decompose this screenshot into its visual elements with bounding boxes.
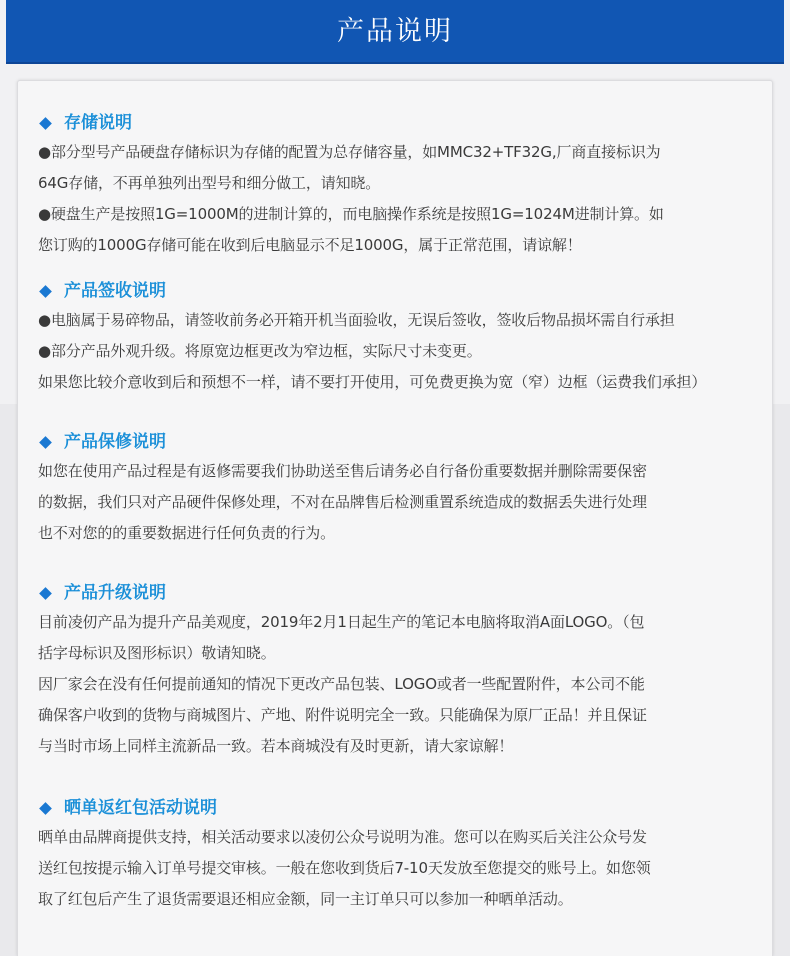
section-line: 64G存储，不再单独列出型号和细分做工，请知晓。 (38, 174, 381, 192)
section-title-text: 产品升级说明 (64, 583, 166, 603)
section-rebate (38, 794, 758, 915)
section-line: 晒单由品牌商提供支持，相关活动要求以凌仞公众号说明为准。您可以在购买后关注公众号发 (38, 828, 647, 846)
section-line: 确保客户收到的货物与商城图片、产地、附件说明完全一致。只能确保为原厂正品！并且保证 (38, 706, 647, 724)
section-line: 取了红包后产生了退货需要退还相应金额，同一主订单只可以参加一种晒单活动。 (38, 890, 573, 908)
page-title: 产品说明 (337, 16, 453, 47)
content-card (17, 80, 773, 956)
section-title (38, 109, 758, 137)
section-title-text: 存储说明 (64, 113, 132, 133)
section-title-text: 产品签收说明 (64, 281, 166, 301)
section-warranty (38, 428, 758, 549)
section-title (38, 794, 758, 822)
section-line: ●部分型号产品硬盘存储标识为存储的配置为总存储容量，如MMC32+TF32G,厂商直接标识为 (38, 143, 661, 161)
section-upgrade (38, 579, 758, 762)
section-line: ●硬盘生产是按照1G=1000M的进制计算的，而电脑操作系统是按照1G=1024M进制计算。如 (38, 205, 664, 223)
diamond-bullet-icon (39, 587, 52, 600)
section-title (38, 579, 758, 607)
section-title-text: 晒单返红包活动说明 (64, 798, 217, 818)
diamond-bullet-icon (39, 436, 52, 449)
diamond-bullet-icon (39, 117, 52, 130)
section-line: 因厂家会在没有任何提前通知的情况下更改产品包装、LOGO或者一些配置附件，本公司不能 (38, 675, 645, 693)
section-title (38, 428, 758, 456)
section-title (38, 277, 758, 305)
section-line: 您订购的1000G存储可能在收到后电脑显示不足1000G，属于正常范围，请谅解！ (38, 236, 582, 254)
section-line: 的数据，我们只对产品硬件保修处理，不对在品牌售后检测重置系统造成的数据丢失进行处理 (38, 493, 647, 511)
section-storage (38, 109, 758, 261)
page-header (6, 0, 784, 64)
section-line: ●部分产品外观升级。将原宽边框更改为窄边框，实际尺寸未变更。 (38, 342, 482, 360)
section-line: 与当时市场上同样主流新品一致。若本商城没有及时更新，请大家谅解！ (38, 737, 514, 755)
section-line: 送红包按提示输入订单号提交审核。一般在您收到货后7-10天发放至您提交的账号上。如您领 (38, 859, 651, 877)
section-line: 如果您比较介意收到后和预想不一样，请不要打开使用，可免费更换为宽（窄）边框（运费我们承担） (38, 373, 707, 391)
diamond-bullet-icon (39, 802, 52, 815)
section-title-text: 产品保修说明 (64, 432, 166, 452)
section-receipt (38, 277, 758, 398)
section-line: 如您在使用产品过程是有返修需要我们协助送至售后请务必自行备份重要数据并删除需要保密 (38, 462, 647, 480)
section-line: ●电脑属于易碎物品，请签收前务必开箱开机当面验收，无误后签收，签收后物品损坏需自行承担 (38, 311, 675, 329)
diamond-bullet-icon (39, 285, 52, 298)
section-line: 括字母标识及图形标识）敬请知晓。 (38, 644, 276, 662)
section-line: 也不对您的的重要数据进行任何负责的行为。 (38, 524, 336, 542)
section-line: 目前凌仞产品为提升产品美观度，2019年2月1日起生产的笔记本电脑将取消A面LOGO。（包 (38, 613, 645, 631)
